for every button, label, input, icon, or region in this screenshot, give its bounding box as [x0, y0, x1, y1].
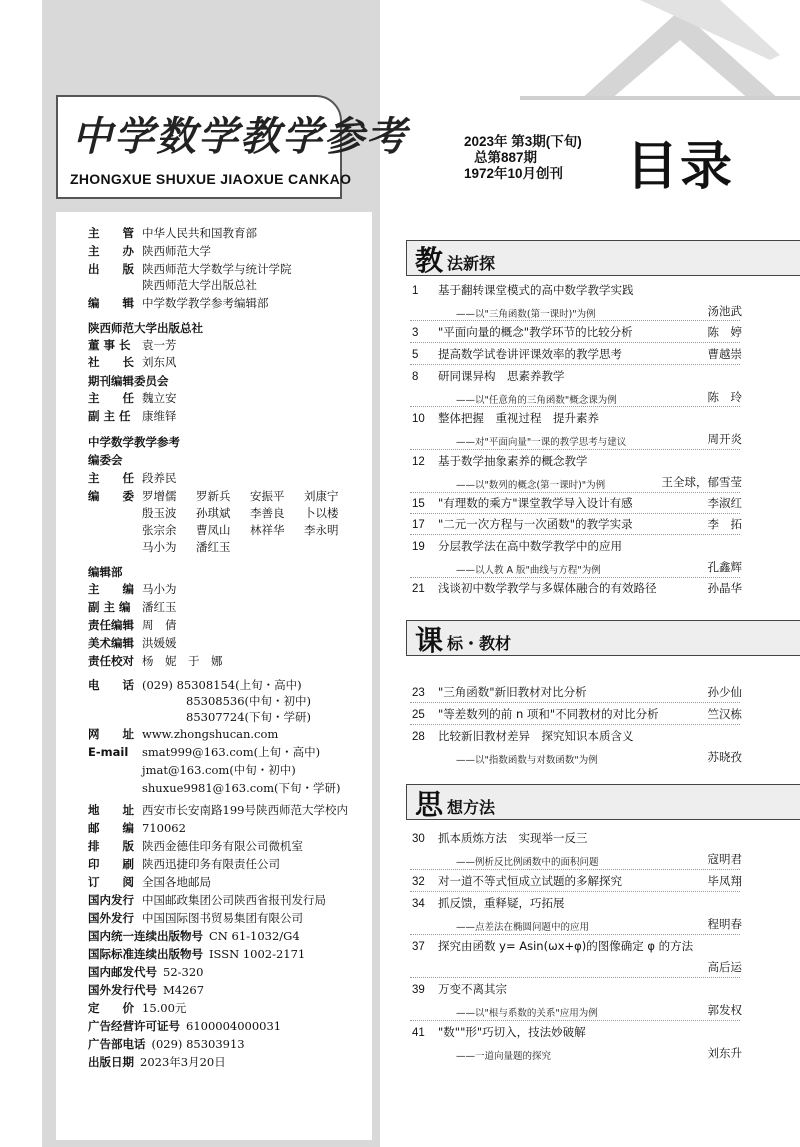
toc-author: 汤池武 [707, 304, 742, 318]
toc-entry[interactable]: 5 提高数学试卷讲评课效率的教学思考 曹越崇 [412, 347, 742, 361]
toc-entry[interactable]: 28 比较新旧教材差异 探究知识本质含义 [412, 729, 634, 743]
masthead-row-committee-zhuren: 主 任 魏立安 [88, 391, 177, 405]
masthead-row-committee-fuzhuren: 副 主 任 康维铎 [88, 409, 177, 423]
masthead-row-email: E-mail smat999@163.com(上旬・高中) [88, 745, 321, 759]
masthead-row-email2: jmat@163.com(中旬・初中) [142, 763, 296, 777]
toc-heading: 目录 [626, 137, 735, 197]
committee-title: 期刊编辑委员会 [88, 374, 169, 388]
toc-divider [410, 513, 740, 514]
press-title: 陕西师范大学出版总社 [88, 321, 203, 335]
toc-subtitle: ——一道向量题的探究 [456, 1051, 552, 1062]
masthead-row-bianji: 编 辑 中学数学教学参考编辑部 [88, 296, 269, 310]
toc-entry[interactable]: 23 "三角函数"新旧教材对比分析 孙少仙 [412, 685, 742, 699]
toc-entry[interactable]: 25 "等差数列的前 n 项和"不同教材的对比分析 竺汉栋 [412, 707, 742, 721]
masthead-row-guowai-faxing: 国外发行 中国国际图书贸易集团有限公司 [88, 911, 303, 925]
toc-divider [410, 934, 740, 935]
masthead-row-meishu: 美术编辑 洪媛媛 [88, 636, 177, 650]
masthead-row-chuban2: 陕西师范大学出版总社 [142, 278, 257, 292]
masthead-row-jiaodui: 责任校对 杨 妮 于 娜 [88, 654, 223, 668]
issue-info [464, 134, 624, 182]
masthead-panel [56, 212, 372, 1140]
toc-entry[interactable]: 12 基于数学抽象素养的概念教学 [412, 454, 588, 468]
section-sixiang-fangfa: 思 想方法 [406, 784, 800, 820]
toc-author: 刘东升 [707, 1046, 742, 1060]
masthead-row-ad-phone: 广告部电话 (029) 85303913 [88, 1037, 245, 1051]
logo-title: 中学数学教学参考 [72, 113, 408, 160]
toc-entry[interactable]: 8 研同课异构 思素养教学 [412, 369, 565, 383]
toc-entry[interactable]: 32 对一道不等式恒成立试题的多解探究 毕凤翔 [412, 874, 742, 888]
masthead-row-fuzhubian: 副 主 编 潘红玉 [88, 600, 177, 614]
masthead-row-guowai-code: 国外发行代号 M4267 [88, 983, 205, 997]
toc-entry[interactable]: 1 基于翻转课堂模式的高中数学教学实践 [412, 283, 634, 297]
masthead-row-chuban: 出 版 陕西师范大学数学与统计学院 [88, 262, 292, 276]
toc-author: 周开炎 [707, 432, 742, 446]
toc-divider [410, 1020, 740, 1021]
masthead-row-zhubian: 主 编 马小为 [88, 582, 177, 596]
toc-subtitle: ——以"指数函数与对数函数"为例 [456, 755, 598, 766]
toc-divider [410, 891, 740, 892]
masthead-row-ad-license: 广告经营许可证号 6100004000031 [88, 1019, 282, 1033]
toc-author: 程明春 [707, 917, 742, 931]
masthead-row-price: 定 价 15.00元 [88, 1001, 187, 1015]
toc-entry[interactable]: 39 万变不离其宗 [412, 982, 507, 996]
board-members-row3: 张宗余 曹凤山 林祥华 李永明 [142, 523, 339, 537]
masthead-row-phone3: 85307724(下旬・学研) [186, 710, 312, 724]
toc-subtitle: ——以人教 A 版"曲线与方程"为例 [456, 565, 601, 576]
toc-subtitle: ——例析反比例函数中的面积问题 [456, 857, 599, 868]
toc-divider [410, 342, 740, 343]
masthead-row-dongshizhang: 董 事 长 袁一芳 [88, 338, 177, 352]
board-members-row1: 编 委 罗增儒 罗新兵 安振平 刘康宁 [88, 489, 339, 503]
decorative-triangle-graphic [520, 0, 800, 100]
masthead-row-pub-date: 出版日期 2023年3月20日 [88, 1055, 226, 1069]
issue-line3: 1972年10月创刊 [464, 166, 564, 181]
toc-divider [410, 702, 740, 703]
toc-entry[interactable]: 30 抓本质炼方法 实现举一反三 [412, 831, 588, 845]
toc-divider [410, 577, 740, 578]
toc-author: 苏晓孜 [707, 750, 742, 764]
toc-entry[interactable]: 17 "二元一次方程与一次函数"的教学实录 李 拓 [412, 517, 742, 531]
logo-subtitle: ZHONGXUE SHUXUE JIAOXUE CANKAO [70, 171, 352, 187]
toc-divider [410, 406, 740, 407]
toc-subtitle: ——以"三角函数(第一课时)"为例 [456, 309, 596, 320]
toc-divider [410, 449, 740, 450]
toc-author: 郭发权 [707, 1003, 742, 1017]
toc-subtitle: ——以"数列的概念(第一课时)"为例 [456, 480, 606, 491]
toc-author: 寇明君 [707, 852, 742, 866]
journal-title: 中学数学教学参考 [88, 435, 180, 449]
toc-entry[interactable]: 3 "平面向量的概念"教学环节的比较分析 陈 婷 [412, 325, 742, 339]
toc-subtitle: ——以"根与系数的关系"应用为例 [456, 1008, 598, 1019]
toc-author: 王全球，郁雪莹 [661, 475, 742, 489]
masthead-row-email3: shuxue9981@163.com(下旬・学研) [142, 781, 341, 795]
masthead-row-phone: 电 话 (029) 85308154(上旬・高中) [88, 678, 302, 692]
toc-entry[interactable]: 37 探究由函数 y= Asin(ωx+φ)的图像确定 φ 的方法 [412, 939, 694, 953]
toc-entry[interactable]: 10 整体把握 重视过程 提升素养 [412, 411, 599, 425]
issue-line2: 总第887期 [474, 150, 538, 165]
toc-subtitle: ——对"平面向量"一课的教学思考与建议 [456, 437, 627, 448]
board-members-row2: 殷玉波 孙琪斌 李善良 卜以楼 [142, 506, 339, 520]
toc-author: 陈 玲 [707, 390, 742, 404]
dept-title: 编辑部 [88, 565, 123, 579]
toc-entry[interactable]: 41 "数""形"巧切入，技法妙破解 [412, 1025, 586, 1039]
masthead-row-dingyue: 订 阅 全国各地邮局 [88, 875, 211, 889]
toc-divider [410, 977, 740, 978]
toc-divider [410, 869, 740, 870]
toc-divider [410, 724, 740, 725]
toc-subtitle: ——点差法在椭圆问题中的应用 [456, 922, 590, 933]
masthead-row-issn: 国际标准连续出版物号 ISSN 1002-2171 [88, 947, 306, 961]
masthead-row-web: 网 址 www.zhongshucan.com [88, 727, 279, 741]
masthead-row-paiban: 排 版 陕西金德佳印务有限公司微机室 [88, 839, 303, 853]
issue-line1: 2023年 第3期(下旬) [464, 134, 582, 149]
section-jiaofa-xintan: 教 法新探 [406, 240, 800, 276]
masthead-row-board-zhuren: 主 任 段养民 [88, 471, 177, 485]
journal-logo [56, 95, 408, 199]
masthead-row-phone2: 85308536(中旬・初中) [186, 694, 312, 708]
board-title: 编委会 [88, 453, 123, 467]
masthead-row-zhuguan: 主 管 中华人民共和国教育部 [88, 226, 257, 240]
masthead-row-yinshua: 印 刷 陕西迅捷印务有限责任公司 [88, 857, 280, 871]
toc-divider [410, 364, 740, 365]
section-kebiao-jiaocai: 课 标・教材 [406, 620, 800, 656]
masthead-row-guonei-code: 国内邮发代号 52-320 [88, 965, 204, 979]
masthead-row-postcode: 邮 编 710062 [88, 821, 186, 835]
toc-divider [410, 320, 740, 321]
masthead-row-cn: 国内统一连续出版物号 CN 61-1032/G4 [88, 929, 300, 943]
toc-entry[interactable]: 19 分层教学法在高中数学教学中的应用 [412, 539, 622, 553]
toc-entry[interactable]: 15 "有理数的乘方"课堂教学导入设计有感 李淑红 [412, 496, 742, 510]
toc-subtitle: ——以"任意角的三角函数"概念课为例 [456, 395, 617, 406]
toc-divider [410, 492, 740, 493]
masthead-row-shezhang: 社 长 刘东风 [88, 355, 177, 369]
toc-divider [410, 534, 740, 535]
toc-entry[interactable]: 34 抓反馈，重释疑，巧拓展 [412, 896, 565, 910]
masthead-row-zerenbianji: 责任编辑 周 倩 [88, 618, 177, 632]
masthead-row-guonei-faxing: 国内发行 中国邮政集团公司陕西省报刊发行局 [88, 893, 326, 907]
toc-author: 高后运 [707, 960, 742, 974]
board-members-row4: 马小为 潘红玉 [142, 540, 231, 554]
toc-entry[interactable]: 21 浅谈初中数学教学与多媒体融合的有效路径 孙晶华 [412, 581, 742, 595]
masthead-row-zhuban: 主 办 陕西师范大学 [88, 244, 211, 258]
toc-author: 孔鑫辉 [707, 560, 742, 574]
masthead-row-address: 地 址 西安市长安南路199号陕西师范大学校内 [88, 803, 348, 817]
